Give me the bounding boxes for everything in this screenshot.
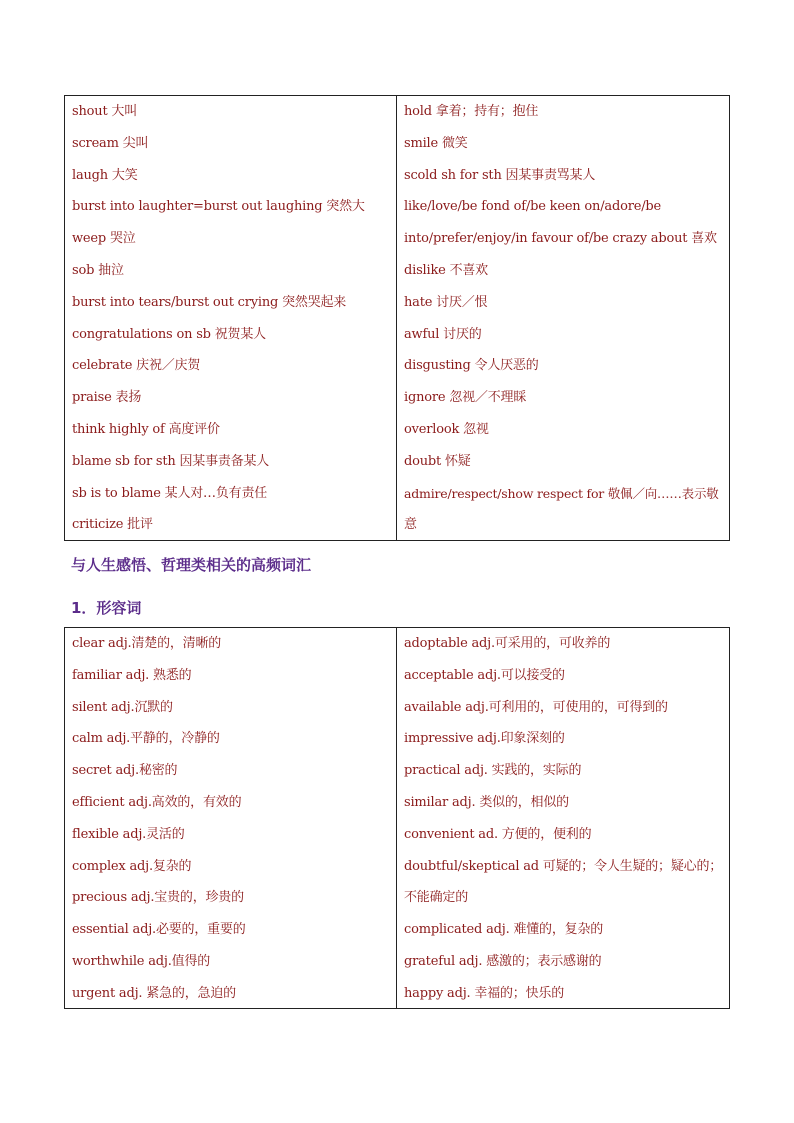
table-cell: acceptable adj.可以接受的	[404, 667, 565, 683]
table-cell: essential adj.必要的，重要的	[72, 922, 246, 938]
table-cell: flexible adj.灵活的	[72, 826, 185, 842]
table-cell: smile 微笑	[404, 135, 468, 151]
section-heading: 与人生感悟、哲理类相关的高频词汇	[71, 556, 312, 574]
table-column-right	[397, 628, 729, 1008]
table-cell: like/love/be fond of/be keen on/adore/be	[404, 199, 661, 215]
table-cell: ignore 忽视／不理睬	[404, 390, 527, 406]
table-cell: clear adj.清楚的，清晰的	[72, 636, 222, 651]
table-cell: celebrate 庆祝／庆贺	[72, 358, 201, 374]
table-cell: awful 讨厌的	[404, 326, 482, 342]
table-cell: sob 抽泣	[72, 262, 124, 278]
table-cell: silent adj.沉默的	[72, 699, 173, 715]
table-cell: efficient adj.高效的，有效的	[72, 794, 242, 810]
table-cell: practical adj. 实践的，实际的	[404, 763, 582, 779]
table-cell: calm adj.平静的，冷静的	[72, 731, 220, 747]
table-cell: adoptable adj.可采用的，可收养的	[404, 636, 611, 651]
table-cell: impressive adj.印象深刻的	[404, 731, 565, 747]
table-cell: weep 哭泣	[72, 231, 136, 247]
table-cell: grateful adj. 感激的；表示感谢的	[404, 953, 602, 969]
table-cell: precious adj.宝贵的，珍贵的	[72, 890, 244, 906]
table-cell: scold sh for sth 因某事责骂某人	[404, 167, 596, 183]
subsection-heading: 1．形容词	[71, 599, 142, 617]
table-column-left	[65, 628, 397, 1008]
table-cell: complex adj.复杂的	[72, 858, 192, 874]
table-column-right	[397, 96, 729, 540]
table-cell: 意	[404, 517, 417, 533]
table-cell: shout 大叫	[72, 104, 137, 119]
table-cell: congratulations on sb 祝贺某人	[72, 326, 266, 342]
table-cell: urgent adj. 紧急的，急迫的	[72, 985, 236, 1001]
table-cell: secret adj.秘密的	[72, 763, 178, 779]
table-cell: overlook 忽视	[404, 421, 489, 437]
table-cell: doubt 怀疑	[404, 453, 471, 469]
table-cell: similar adj. 类似的，相似的	[404, 794, 569, 810]
table-column-left	[65, 96, 397, 540]
table-cell: hold 拿着；持有；抱住	[404, 104, 539, 119]
table-cell: burst into tears/burst out crying 突然哭起来	[72, 294, 347, 310]
table-cell: scream 尖叫	[72, 135, 149, 151]
vocabulary-table-adjectives	[64, 627, 730, 1009]
table-cell: think highly of 高度评价	[72, 421, 220, 437]
table-cell: burst into laughter=burst out laughing 突然大	[72, 199, 365, 215]
table-cell: 不能确定的	[404, 890, 469, 906]
table-cell: convenient ad. 方便的，便利的	[404, 826, 592, 842]
table-cell: worthwhile adj.值得的	[72, 953, 211, 969]
table-cell: into/prefer/enjoy/in favour of/be crazy about 喜欢	[404, 231, 717, 247]
table-cell: blame sb for sth 因某事责备某人	[72, 453, 270, 469]
table-cell: admire/respect/show respect for 敬佩／向……表示敬	[404, 485, 719, 501]
table-cell: happy adj. 幸福的；快乐的	[404, 985, 565, 1001]
table-cell: hate 讨厌／恨	[404, 294, 488, 310]
table-cell: doubtful/skeptical ad 可疑的；令人生疑的；疑心的；	[404, 858, 723, 874]
vocabulary-table-emotions	[64, 95, 730, 541]
table-cell: familiar adj. 熟悉的	[72, 667, 192, 683]
table-cell: laugh 大笑	[72, 167, 138, 183]
table-cell: available adj.可利用的，可使用的，可得到的	[404, 699, 668, 715]
table-cell: complicated adj. 难懂的，复杂的	[404, 922, 604, 938]
table-cell: dislike 不喜欢	[404, 262, 488, 278]
table-cell: disgusting 令人厌恶的	[404, 358, 539, 374]
table-cell: sb is to blame 某人对…负有责任	[72, 485, 268, 501]
table-cell: criticize 批评	[72, 517, 153, 533]
table-cell: praise 表扬	[72, 390, 142, 406]
